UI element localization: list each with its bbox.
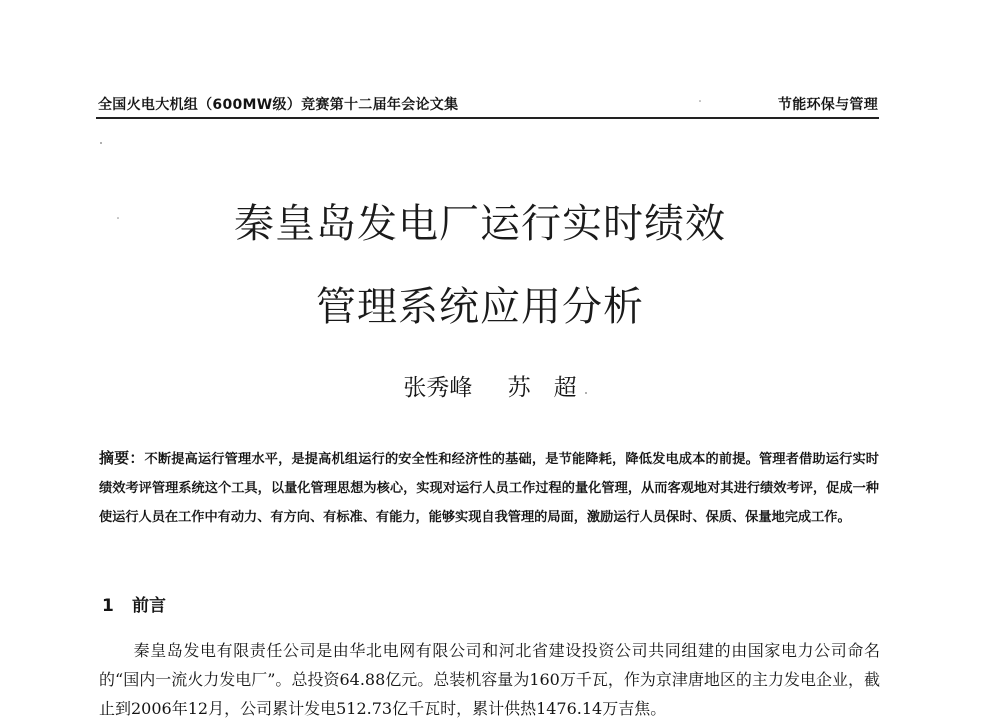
- author-1: 张秀峰: [403, 375, 473, 401]
- scan-speck: [100, 142, 102, 144]
- abstract-text: 不断提高运行管理水平，是提高机组运行的安全性和经济性的基础，是节能降耗，降低发电成本的前提。管理者借助运行实时绩效考评管理系统这个工具，以量化管理思想为核心，实现对运行人员工作过程的量化管理，从而客观地对其进行绩效考评，促成一种使运行人员在工作中有动力、有方向、有标准、有能力，能够实现自我管理的局面，激励运行人员保时、保质、保量地完成工作。: [99, 452, 879, 525]
- body-paragraph-text: 秦皇岛发电有限责任公司是由华北电网有限公司和河北省建设投资公司共同组建的由国家电力公司命名的“国内一流火力发电厂”。总投资64.88亿元。总装机容量为160万千瓦，作为京津唐地区的主力发电企业，截止到2006年12月，公司累计发电512.73亿千瓦时，累计供热1476.14万吉焦。: [99, 641, 880, 718]
- abstract: [99, 444, 879, 532]
- section-title: 前言: [132, 596, 166, 616]
- running-header-right: 节能环保与管理: [777, 97, 878, 113]
- header-rule: [96, 117, 879, 119]
- abstract-label: 摘要：: [99, 449, 145, 467]
- paper-title-line-1: 秦皇岛发电厂运行实时绩效: [234, 201, 726, 247]
- author-list: [0, 372, 980, 404]
- body-paragraph: [99, 636, 880, 723]
- running-header-left: 全国火电大机组（600MW级）竞赛第十二届年会论文集: [98, 97, 459, 113]
- running-header: [98, 94, 878, 116]
- section-number: 1: [102, 596, 114, 616]
- section-heading: [102, 593, 166, 619]
- author-2: 苏 超: [507, 375, 577, 401]
- paper-title-line-2: 管理系统应用分析: [316, 284, 644, 330]
